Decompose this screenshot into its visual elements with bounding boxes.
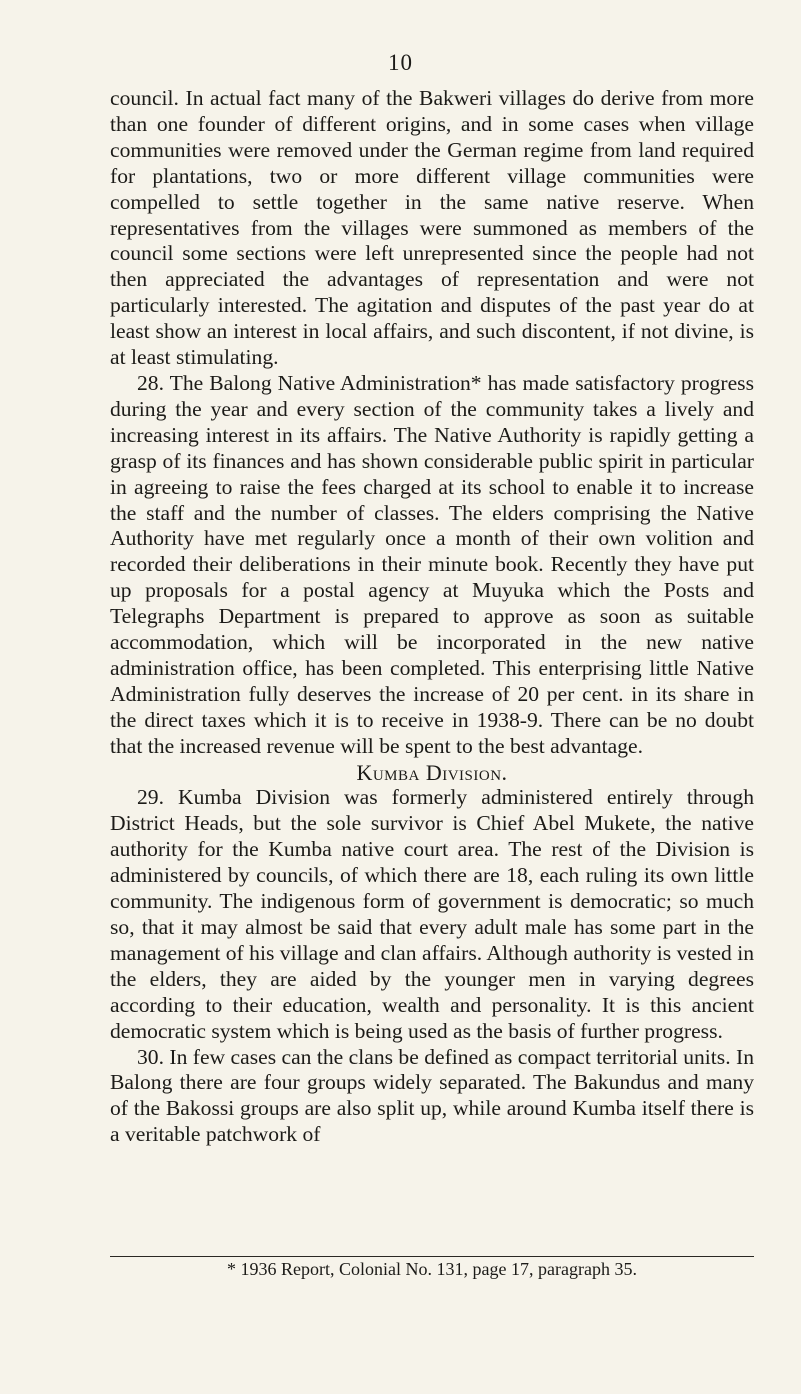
page-number: 10 [388,50,413,75]
paragraph-28: 28. The Balong Native Administration* has made satisfactory progress during the year and every section of the community takes a lively and increasing interest in its affairs. The Native Authority is rapidly getting a grasp of its finances and has shown considerable public spirit in particular in agreeing to raise the fees charged at its school to enable it to increase the staff and the number of classes. The elders comprising the Native Authority have met regularly once a month of their own volition and recorded their deliberations in their minute book. Recently they have put up proposals for a postal agency at Muyuka which the Posts and Telegraphs Department is prepared to approve as soon as suitable accommodation, which will be incorporated in the new native administration office, has been completed. This enterprising little Native Administration fully deserves the increase of 20 per cent. in its share in the direct taxes which it is to receive in 1938-9. There can be no doubt that the increased revenue will be spent to the best advantage. [110,370,754,758]
paragraph-29: 29. Kumba Division was formerly administered entirely through District Heads, but the sole survivor is Chief Abel Mukete, the native authority for the Kumba native court area. The rest of the Division is administered by councils, of which there are 18, each ruling its own little community. The indigenous form of government is democratic; so much so, that it may almost be said that every adult male has some part in the management of his village and clan affairs. Although authority is vested in the elders, they are aided by the younger men in varying degrees according to their education, wealth and personality. It is this ancient democratic system which is being used as the basis of further progress. [110,785,754,1043]
paragraph-continued: council. In actual fact many of the Bakweri villages do derive from more than one founder of different origins, and in some cases when village communities were removed under the German regime from land required for plantations, two or more different village communities were compelled to settle together in the same native reserve. When representatives from the villages were summoned as members of the council some sections were left unrepresented since the people had not then appreciated the advantages of representation and were not particularly interested. The agitation and disputes of the past year do at least show an interest in local affairs, and such discontent, if not divine, is at least stimulating. [110,86,754,370]
paragraph-30: 30. In few cases can the clans be defined as compact territorial units. In Balong there are four groups widely separated. The Bakundus and many of the Bakossi groups are also split up, while around Kumba itself there is a veritable patchwork of [110,1044,754,1147]
footnote: * 1936 Report, Colonial No. 131, page 17, paragraph 35. [110,1256,754,1280]
section-heading: Kumba Division. [356,759,508,785]
body-text [110,86,754,1148]
